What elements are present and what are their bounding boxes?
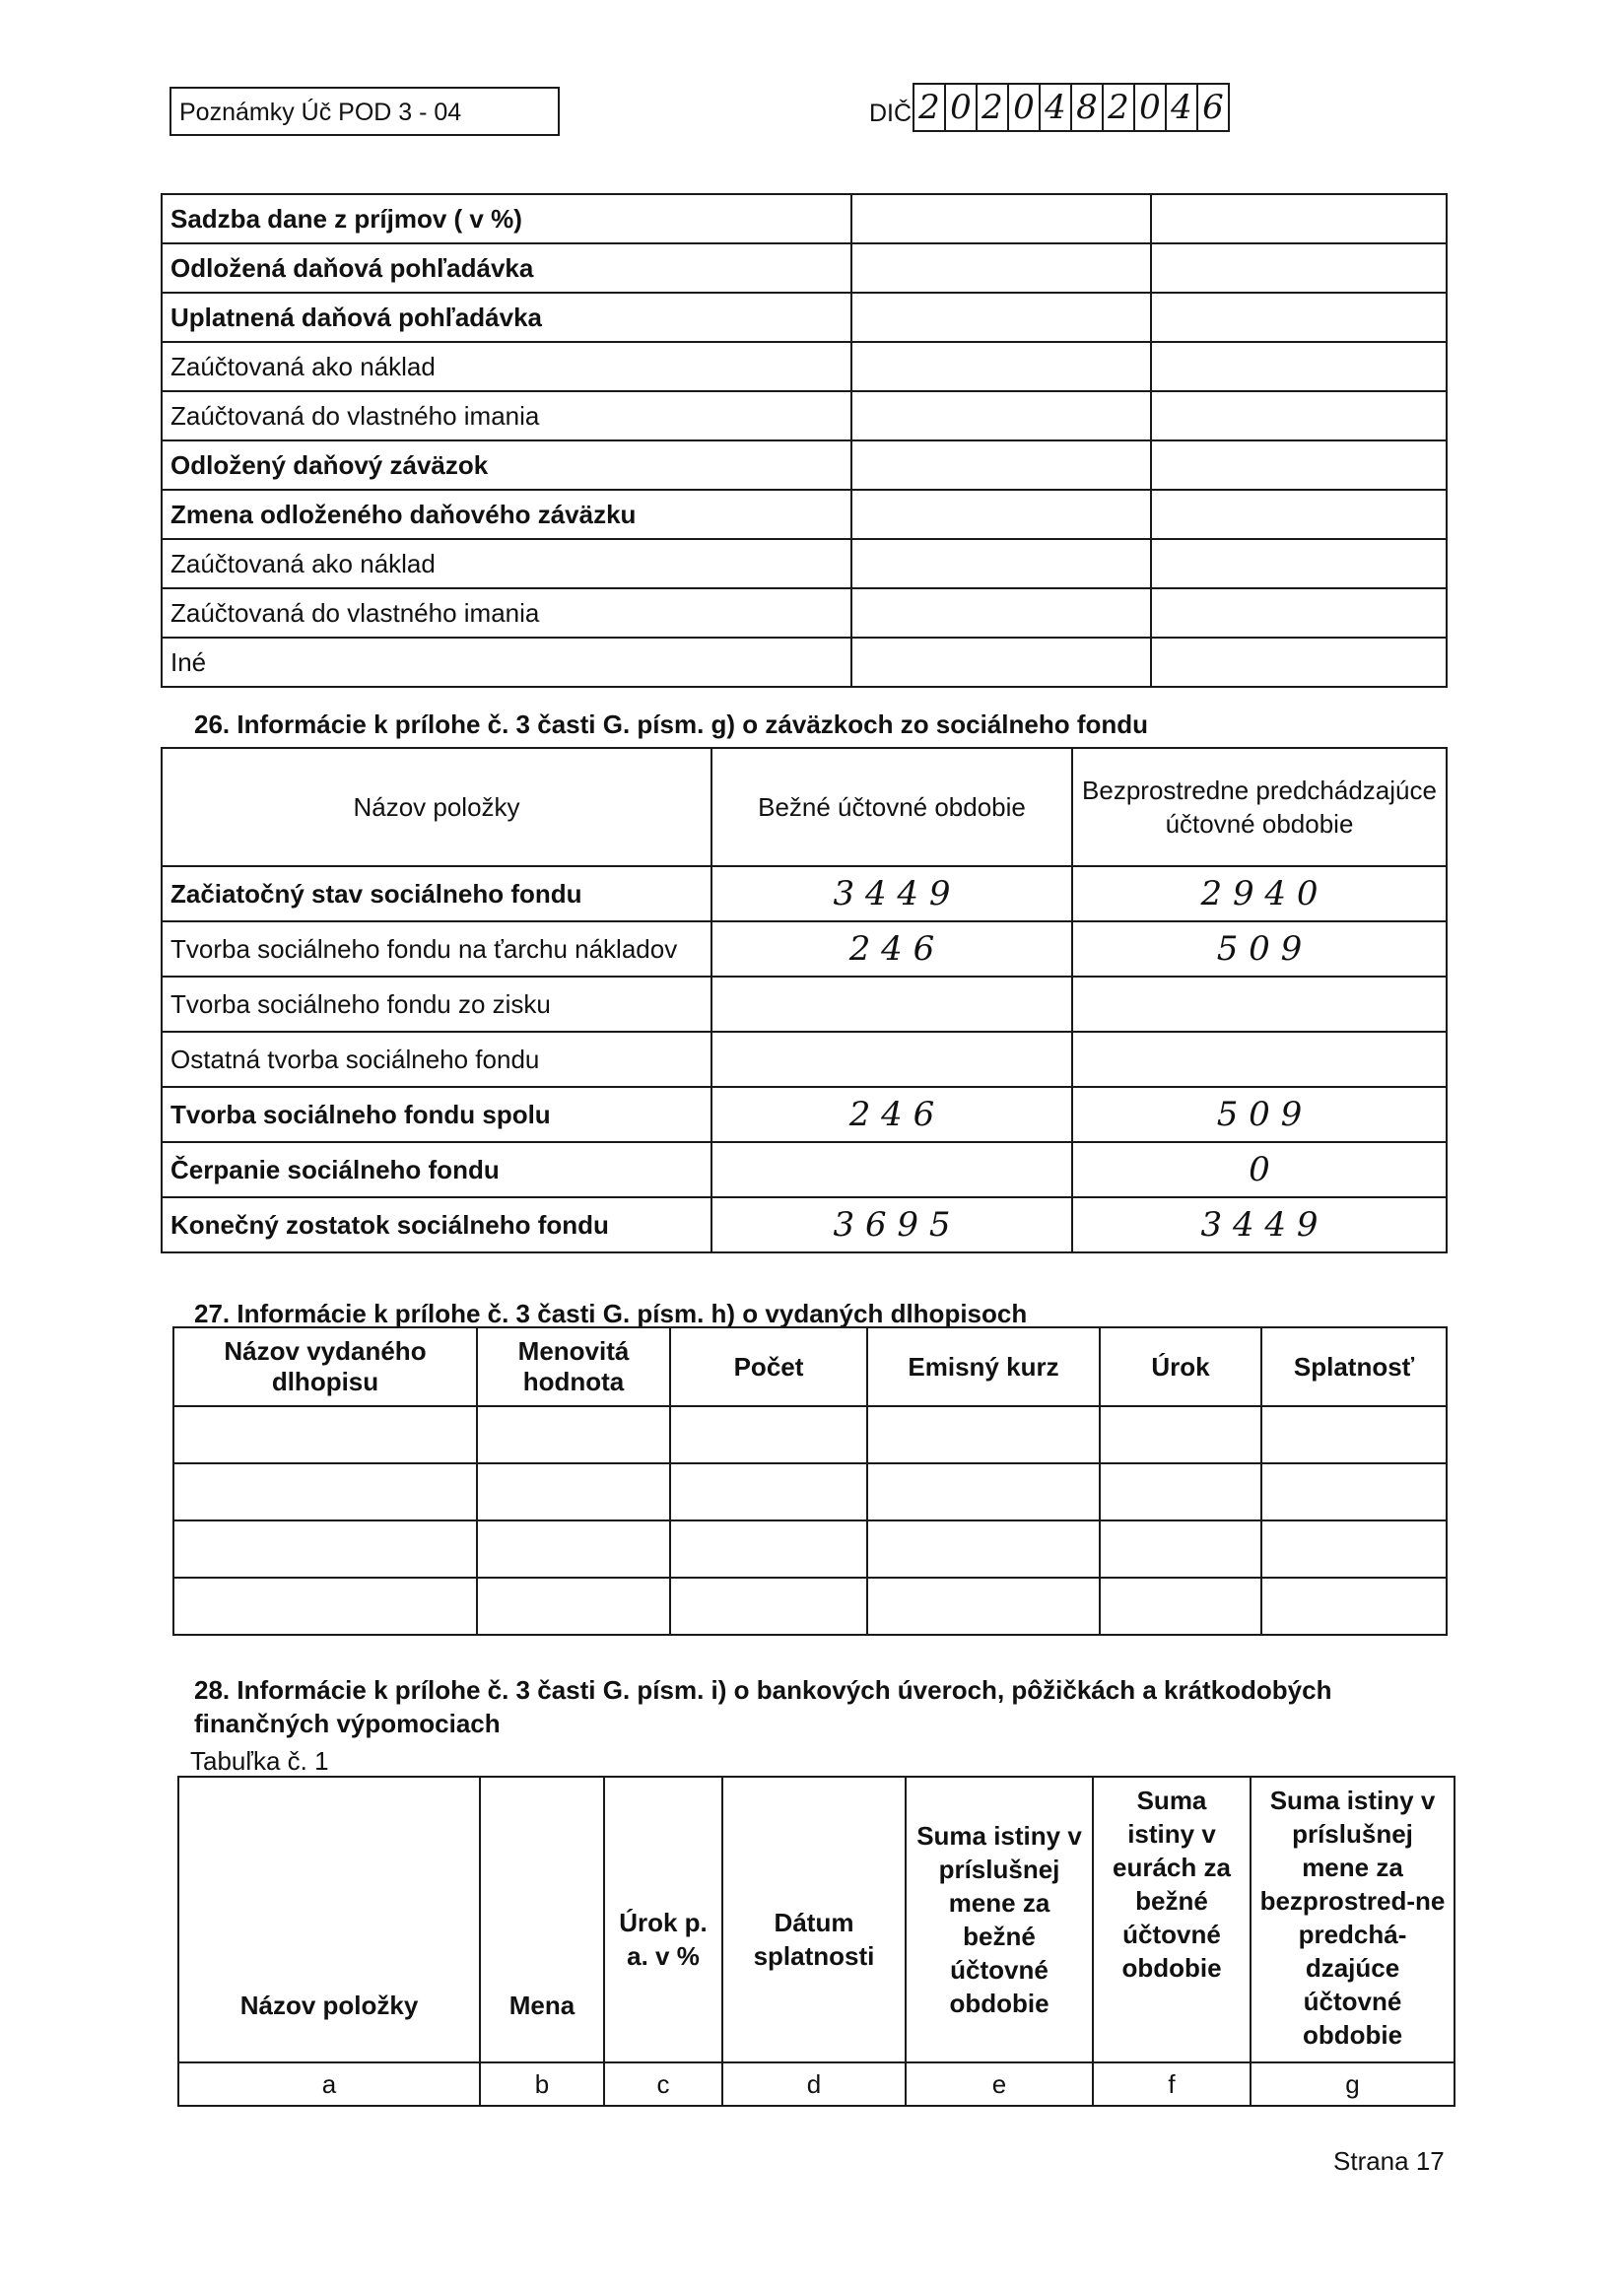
- tax-value-cell: [851, 440, 1151, 490]
- loan-col-name: Názov položky: [178, 1777, 480, 2062]
- fund-row-label: Tvorba sociálneho fondu spolu: [162, 1087, 711, 1142]
- deferred-tax-table: [161, 193, 1448, 688]
- table-row: [162, 194, 1447, 243]
- column-letter: g: [1251, 2062, 1455, 2106]
- table-number-label: Tabuľka č. 1: [190, 1746, 329, 1776]
- table-row: [173, 1406, 1447, 1463]
- tax-row-label: Zaúčtovaná ako náklad: [162, 539, 851, 588]
- tax-value-cell: [851, 194, 1151, 243]
- bond-col-nominal: Menovitá hodnota: [477, 1327, 670, 1406]
- tax-value-cell: [851, 391, 1151, 440]
- table-row: [162, 539, 1447, 588]
- fund-current-value: 2 4 6: [711, 921, 1072, 977]
- loan-col-interest: Úrok p. a. v %: [604, 1777, 722, 2062]
- table-row: [162, 638, 1447, 687]
- column-letter: a: [178, 2062, 480, 2106]
- fund-current-value: 2 4 6: [711, 1087, 1072, 1142]
- tax-row-label: Zaúčtovaná do vlastného imania: [162, 588, 851, 638]
- fund-current-value: [711, 977, 1072, 1032]
- tax-row-label: Zaúčtovaná do vlastného imania: [162, 391, 851, 440]
- dic-digit: 0: [1008, 84, 1040, 131]
- table-row: [162, 293, 1447, 342]
- fund-current-value: 3 4 4 9: [711, 866, 1072, 921]
- tax-row-label: Sadzba dane z príjmov ( v %): [162, 194, 851, 243]
- bond-col-count: Počet: [670, 1327, 867, 1406]
- fund-previous-value: 5 0 9: [1072, 921, 1447, 977]
- dic-digit: 2: [977, 84, 1008, 131]
- tax-value-cell: [1151, 391, 1447, 440]
- column-letter: c: [604, 2062, 722, 2106]
- table-row: [173, 1463, 1447, 1520]
- loan-col-principal-eur: Suma istiny v eurách za bežné účtovné obdobie: [1093, 1777, 1251, 2062]
- col-item-header: Názov položky: [162, 748, 711, 866]
- loan-col-maturity: Dátum splatnosti: [722, 1777, 906, 2062]
- bond-col-interest: Úrok: [1100, 1327, 1261, 1406]
- table-row: [162, 391, 1447, 440]
- table-row: [173, 1520, 1447, 1578]
- tax-value-cell: [1151, 440, 1447, 490]
- tax-value-cell: [851, 588, 1151, 638]
- social-fund-table: [161, 747, 1448, 1253]
- tax-row-label: Uplatnená daňová pohľadávka: [162, 293, 851, 342]
- dic-digit: 0: [1134, 84, 1166, 131]
- fund-current-value: [711, 1142, 1072, 1197]
- table-row: [162, 1197, 1447, 1252]
- tax-value-cell: [1151, 638, 1447, 687]
- tax-value-cell: [1151, 588, 1447, 638]
- bonds-table: [172, 1326, 1448, 1636]
- form-label-box: [169, 87, 560, 136]
- fund-previous-value: [1072, 1032, 1447, 1087]
- dic-digit: 2: [1103, 84, 1134, 131]
- loan-col-principal-previous: Suma istiny v príslušnej mene za bezprostred-ne predchá-dzajúce účtovné obdobie: [1251, 1777, 1455, 2062]
- table-row: [162, 1032, 1447, 1087]
- tax-value-cell: [1151, 490, 1447, 539]
- col-previous-header: Bezprostredne predchádzajúce účtovné obdobie: [1072, 748, 1447, 866]
- table-row: [162, 588, 1447, 638]
- tax-value-cell: [1151, 539, 1447, 588]
- column-letter: e: [906, 2062, 1093, 2106]
- dic-digit: 4: [1040, 84, 1071, 131]
- tax-value-cell: [851, 243, 1151, 293]
- tax-value-cell: [851, 342, 1151, 391]
- fund-row-label: Tvorba sociálneho fondu na ťarchu nákladov: [162, 921, 711, 977]
- fund-previous-value: 5 0 9: [1072, 1087, 1447, 1142]
- loan-col-currency: Mena: [480, 1777, 604, 2062]
- fund-row-label: Konečný zostatok sociálneho fondu: [162, 1197, 711, 1252]
- dic-digit: 4: [1166, 84, 1197, 131]
- tax-row-label: Zmena odloženého daňového záväzku: [162, 490, 851, 539]
- dic-digit: 2: [914, 84, 945, 131]
- tax-value-cell: [851, 539, 1151, 588]
- tax-value-cell: [1151, 293, 1447, 342]
- form-label: Poznámky Úč POD 3 - 04: [179, 99, 462, 126]
- dic-digit: 0: [945, 84, 977, 131]
- table-row: [162, 977, 1447, 1032]
- bond-col-maturity: Splatnosť: [1261, 1327, 1447, 1406]
- tax-value-cell: [851, 293, 1151, 342]
- bond-col-issue-price: Emisný kurz: [867, 1327, 1100, 1406]
- fund-row-label: Ostatná tvorba sociálneho fondu: [162, 1032, 711, 1087]
- column-letter: d: [722, 2062, 906, 2106]
- fund-current-value: [711, 1032, 1072, 1087]
- tax-row-label: Zaúčtovaná ako náklad: [162, 342, 851, 391]
- fund-row-label: Tvorba sociálneho fondu zo zisku: [162, 977, 711, 1032]
- table-row: [162, 342, 1447, 391]
- table-row: [162, 440, 1447, 490]
- fund-previous-value: [1072, 977, 1447, 1032]
- bond-col-name: Názov vydaného dlhopisu: [173, 1327, 477, 1406]
- section-28-title: 28. Informácie k prílohe č. 3 časti G. písm. i) o bankových úveroch, pôžičkách a krátkodobých finančných výpomociach: [194, 1675, 1332, 1738]
- dic-digit: 8: [1071, 84, 1103, 131]
- tax-value-cell: [1151, 243, 1447, 293]
- dic-label: DIČ: [869, 100, 913, 127]
- tax-value-cell: [1151, 342, 1447, 391]
- table-row: [162, 866, 1447, 921]
- bank-loans-table: [177, 1776, 1455, 2107]
- tax-value-cell: [1151, 194, 1447, 243]
- tax-row-label: Odložený daňový záväzok: [162, 440, 851, 490]
- table-row: [162, 1142, 1447, 1197]
- dic-boxes: [913, 83, 1230, 132]
- column-letter: f: [1093, 2062, 1251, 2106]
- loan-col-principal-currency: Suma istiny v príslušnej mene za bežné účtovné obdobie: [906, 1777, 1093, 2062]
- table-row: [162, 1087, 1447, 1142]
- tax-row-label: Odložená daňová pohľadávka: [162, 243, 851, 293]
- fund-previous-value: 3 4 4 9: [1072, 1197, 1447, 1252]
- fund-current-value: 3 6 9 5: [711, 1197, 1072, 1252]
- page-number: Strana 17: [1333, 2146, 1445, 2176]
- table-row: [162, 921, 1447, 977]
- tax-value-cell: [851, 490, 1151, 539]
- fund-previous-value: 2 9 4 0: [1072, 866, 1447, 921]
- fund-row-label: Čerpanie sociálneho fondu: [162, 1142, 711, 1197]
- section-26-title: 26. Informácie k prílohe č. 3 časti G. písm. g) o záväzkoch zo sociálneho fondu: [194, 709, 1149, 739]
- table-row: [162, 490, 1447, 539]
- dic-digit: 6: [1197, 84, 1229, 131]
- table-row: [173, 1578, 1447, 1635]
- col-current-header: Bežné účtovné obdobie: [711, 748, 1072, 866]
- fund-previous-value: 0: [1072, 1142, 1447, 1197]
- table-row: [162, 243, 1447, 293]
- tax-value-cell: [851, 638, 1151, 687]
- tax-row-label: Iné: [162, 638, 851, 687]
- fund-row-label: Začiatočný stav sociálneho fondu: [162, 866, 711, 921]
- section-27-title: 27. Informácie k prílohe č. 3 časti G. písm. h) o vydaných dlhopisoch: [194, 1299, 1028, 1328]
- column-letter: b: [480, 2062, 604, 2106]
